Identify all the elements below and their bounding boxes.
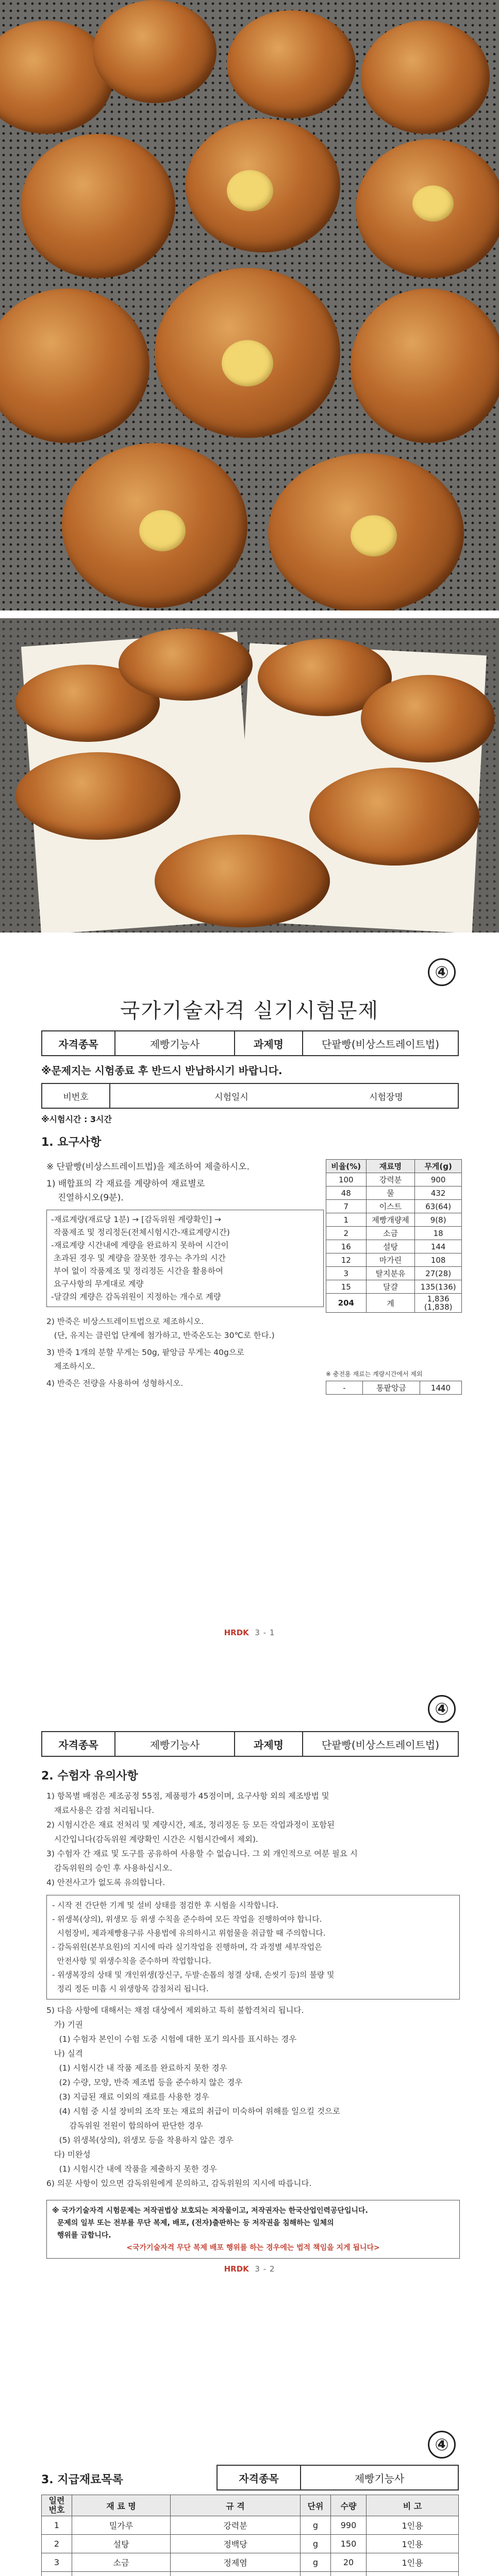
table-row: 1 제빵개량제 9(8) [326,1213,462,1227]
table-row: 100 강력분 900 [326,1173,462,1187]
subject-value: 제빵기능사 [115,1732,235,1756]
label-number: 비번호 [42,1083,110,1108]
subject-value: 제빵기능사 [115,1031,235,1056]
recipe-note: ※ 충전용 재료는 계량시간에서 제외 [326,1370,423,1378]
label-task: 과제명 [235,1732,303,1756]
col-unit: 단위 [301,2495,331,2516]
col-weight: 무게(g) [415,1160,462,1173]
photo-flower-buns [0,0,499,611]
table-row: 1 밀가루 강력분 g 990 1인용 [42,2516,459,2535]
requirement-3: 3) 반죽 1개의 분할 무게는 50g, 팥앙금 무게는 40g으로 제조하시오. [46,1348,244,1371]
page-number-badge: ④ [428,958,456,986]
recipe-table [326,1159,462,1313]
caution-items: 1) 항목별 배점은 제조공정 55점, 제품평가 45점이며, 요구사항 외의 제조방법 및 재료사용은 감점 처리됩니다. 2) 시험시간은 재료 전처리 및 계량시간, 제조, 정리정돈 등 모든 작업과정이 포함된 시간입니다(감독위원 계량확인 시간은 시험시간에서 제외). 3) 수험자 간 재료 및 도구를 공유하여 사용할 수 없습니다. 그 외 개인적으로 여분 필요 시 감독위원의 승인 후 사용하십시오. 4) 안전사고가 없도록 유의합니다. [46,1791,358,1887]
section-heading: 3. 지급재료목록 [41,2473,123,2486]
exam-page-2 [0,1674,499,2416]
photo-packaged-buns [0,618,499,933]
material-table [41,2495,459,2576]
table-row: - 통팥앙금 1440 [326,1381,462,1395]
filling-table [326,1381,462,1395]
copyright-box: ※ 국가기술자격 시험문제는 저작권법상 보호되는 저작물이고, 저작권자는 한국산업인력공단입니다. 문제의 일부 또는 전부를 무단 복제, 배포, (전자)출판하는 등 저작권을 침해하는 일체의 행위를 금합니다. <국가기술자격 무단 복제 배포 행위를 하는 경우에는 법적 책임을 지게 됩니다> [46,2200,460,2259]
table-row: 16 설탕 144 [326,1240,462,1253]
label-place: 시험장명 [353,1083,420,1108]
table-row: 12 마가린 108 [326,1253,462,1267]
label-task: 과제명 [235,1031,303,1056]
hrdk-logo: HRDK [224,1628,249,1637]
requirement-1: 1) 배합표의 각 재료를 계량하여 재료별로 진열하시오(9분). [46,1179,205,1203]
table-row: 48 물 432 [326,1187,462,1200]
table-row: 15 달걀 135(136) [326,1280,462,1294]
exam-time: ※시험시간 : 3시간 [41,1114,112,1124]
table-row: 3 소금 정제염 g 20 1인용 [42,2553,459,2572]
page-number-badge: ④ [428,2431,456,2459]
table-row: 3 탈지분유 27(28) [326,1267,462,1280]
table-row: 2 소금 18 [326,1227,462,1240]
requirement-4: 4) 반죽은 전량을 사용하여 성형하시오. [46,1379,184,1388]
col-ratio: 비율(%) [326,1160,367,1173]
section-heading: 2. 수험자 유의사항 [41,1770,138,1783]
col-no: 일련 번호 [42,2495,72,2516]
col-spec: 규 격 [171,2495,301,2516]
notice: ※문제지는 시험종료 후 반드시 반납하시기 바랍니다. [41,1064,282,1077]
page-title: 국가기술자격 실기시험문제 [120,999,379,1023]
hrdk-logo: HRDK [224,2264,249,2274]
col-note: 비 고 [367,2495,459,2516]
label-date: 시험일시 [198,1083,265,1108]
page-footer: HRDK 3 - 2 [224,2264,275,2274]
page-number-badge: ④ [428,1695,456,1723]
section-heading: 1. 요구사항 [41,1136,102,1149]
requirement-2: 2) 반죽은 비상스트레이트법으로 제조하시오. (단, 유지는 클린업 단계에 첨가하고, 반죽온도는 30℃로 한다.) [46,1317,275,1340]
exam-page-3 [0,2416,499,2576]
task-value: 단팥빵(비상스트레이트법) [303,1732,458,1756]
task-value: 단팥빵(비상스트레이트법) [303,1031,458,1056]
label-subject: 자격종목 [42,1031,115,1056]
label-subject: 자격종목 [217,2465,301,2490]
intro-text: ※ 단팥빵(비상스트레이트법)을 제조하여 제출하시오. [46,1162,250,1172]
disqualification-items: 5) 다음 사항에 대해서는 채점 대상에서 제외하고 특히 불합격처리 됩니다. 가) 기권 (1) 수험자 본인이 수험 도중 시험에 대한 포기 의사를 표시하는 경우 나) 실격 (1) 시험시간 내 작품 제조를 완료하지 못한 경우 (2) 수량, 모양, 반죽 제조법 등을 준수하지 않은 경우 (3) 지급된 재료 이외의 재료를 사용한 경우 (4) 시험 중 시설 장비의 조작 또는 재료의 취급이 미숙하여 위해를 일으킬 것으로 감독위원 전원이 합의하여 판단한 경우 (5) 위생복(상의), 위생모 등을 착용하지 않은 경우 다) 미완성 (1) 시험시간 내에 작품을 제출하지 못한 경우 6) 의문 사항이 있으면 감독위원에게 문의하고, 감독위원의 지시에 따릅니다. [46,2006,340,2188]
table-row: 7 이스트 63(64) [326,1200,462,1213]
subject-value: 제빵기능사 [301,2465,458,2490]
col-qty: 수량 [331,2495,367,2516]
id-table [41,1083,459,1109]
label-subject: 자격종목 [42,1732,115,1756]
safety-box: - 시작 전 간단한 기계 및 설비 상태를 점검한 후 시험을 시작합니다. - 위생복(상의), 위생모 등 위생 수칙을 준수하여 모든 작업을 진행하여야 합니다. 시험장비, 제과제빵용구류 사용법에 유의하시고 위험물을 취급할 때 주의합니다. - 감독위원(본부요원)의 지시에 따라 실기작업을 진행하며, 각 과정별 세부작업은 안전사항 및 위생수칙을 준수하며 작업합니다. - 위생복장의 상태 및 개인위생(장신구, 두발·손톱의 청결 상태, 손씻기 등)의 불량 및 정리 정돈 미흡 시 위생항목 감점처리 됩니다. [46,1895,460,1999]
table-row-total: 204 계 1,836 (1,838) [326,1294,462,1313]
table-row [42,2572,459,2576]
col-ingredient: 재료명 [366,1160,415,1173]
header-table [217,2465,459,2490]
table-row: 2 설탕 정백당 g 150 1인용 [42,2535,459,2553]
col-material: 재 료 명 [72,2495,171,2516]
header-table [41,1030,459,1056]
page-footer: HRDK 3 - 1 [224,1628,275,1637]
weighing-rules-box: -재료계량(재료당 1분) → [감독위원 계량확인] → 작품제조 및 정리정돈(전체시험시간-재료계량시간) -재료계량 시간내에 계량을 완료하지 못하여 시간이 초과된 경우 및 계량을 잘못한 경우는 추가의 시간 부여 없이 작품제조 및 정리정돈 시간을 활용하여 요구사항의 무게대로 계량 -달걀의 계량은 감독위원이 지정하는 개수로 계량 [46,1210,324,1307]
header-table [41,1731,459,1757]
exam-page-1 [0,943,499,1664]
